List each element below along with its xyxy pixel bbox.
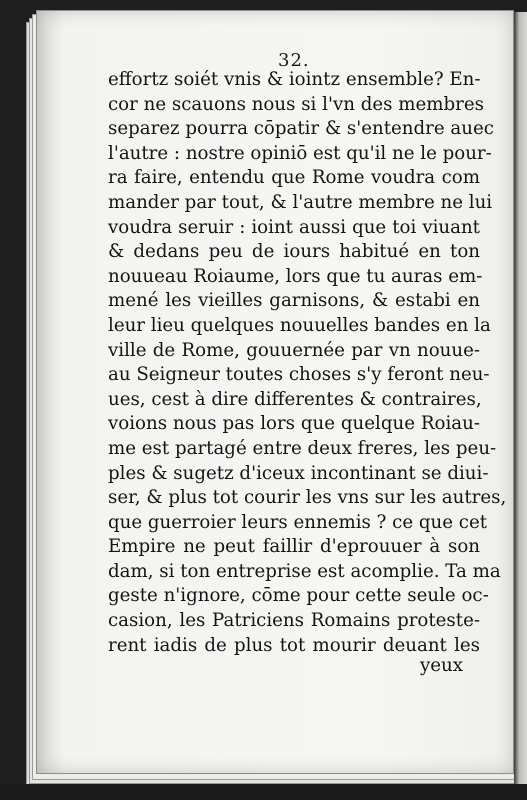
text-line: que guerroier leurs ennemis ? ce que cet: [108, 511, 488, 533]
facing-page-edge: [514, 12, 527, 800]
text-line: l'autre : nostre opiniō est qu'il ne le pour-: [108, 142, 492, 164]
text-line: au Seigneur toutes choses s'y feront neu-: [108, 364, 490, 386]
text-line: cor ne scauons nous si l'vn des membres: [108, 93, 484, 115]
text-line: me est partagé entre deux freres, les peu-: [108, 437, 497, 459]
text-line: ples & sugetz d'iceux incontinant se diui-: [108, 462, 489, 484]
text-line: mander par tout, & l'autre membre ne lui: [108, 191, 493, 213]
text-line: ra faire, entendu que Rome voudra com: [108, 167, 480, 189]
text-line: effortz soiét vnis & iointz ensemble? En-: [108, 69, 481, 90]
text-line: ser, & plus tot courir les vns sur les autres,: [108, 487, 507, 509]
text-line: rent iadis de plus tot mourir deuant les: [108, 634, 480, 656]
text-line: dam, si ton entreprise est acomplie. Ta ma: [108, 560, 501, 582]
text-line: voions nous pas lors que quelque Roiau-: [108, 413, 480, 435]
scan-border: [0, 784, 527, 800]
text-line: geste n'ignore, cōme pour cette seule oc-: [108, 585, 489, 607]
text-line: & dedans peu de iours habitué en ton: [108, 241, 480, 263]
text-line: nouueau Roiaume, lors que tu auras em-: [108, 265, 483, 287]
text-line: mené les vieilles garnisons, & estabi en: [108, 290, 480, 312]
text-line: casion, les Patriciens Romains proteste-: [108, 610, 480, 632]
text-line: leur lieu quelques nouuelles bandes en la: [108, 314, 491, 336]
text-line: ville de Rome, gouuernée par vn nouue-: [108, 339, 480, 361]
body-text: [108, 68, 507, 658]
text-line: voudra seruir : ioint aussi que toi viuant: [108, 216, 480, 238]
catchword: yeux: [420, 655, 464, 676]
text-line: separez pourra cōpatir & s'entendre auec: [108, 118, 494, 140]
text-line: ues, cest à dire differentes & contraires,: [108, 388, 482, 410]
page-number: 32.: [278, 50, 310, 71]
text-line: Empire ne peut faillir d'eprouuer à son: [108, 536, 480, 558]
